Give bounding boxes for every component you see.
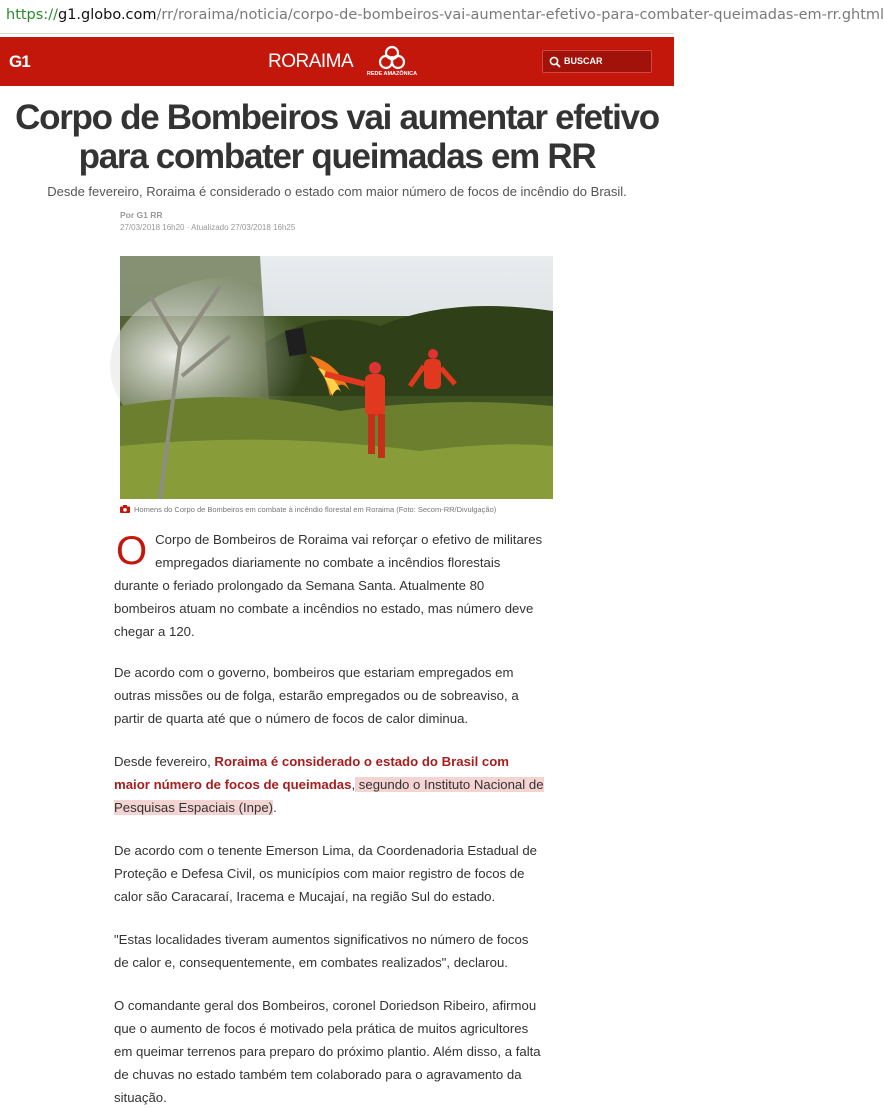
firefighters-photo-image [120,256,553,499]
paragraph-5: "Estas localidades tiveram aumentos significativos no número de focos de calor e, consequentemente, em combates realizados", declarou. [114,932,529,970]
paragraph-3 [114,750,546,819]
partner-label: REDE AMAZÔNICA [366,71,418,77]
article-subtitle: Desde fevereiro, Roraima é considerado o estado com maior número de focos de incêndio do Brasil. [47,184,627,199]
paragraph-1-rest: durante o feriado prolongado da Semana Santa. Atualmente 80 bombeiros atuam no combate a incêndios no estado, mas número deve chegar a 120. [114,578,534,639]
caption-text: Homens do Corpo de Bombeiros em combate à incêndio florestal em Roraima (Foto: Secom-RR/Divulgação) [134,505,497,514]
paragraph-1 [114,528,546,643]
url-text[interactable] [6,7,884,23]
article-dates: 27/03/2018 16h20 · Atualizado 27/03/2018 16h25 [120,223,296,232]
inline-article-link[interactable]: Roraima é considerado o estado do Brasil com maior número de focos de queimadas [114,754,510,792]
paragraph-3-end: . [273,800,277,815]
search-icon [549,56,561,68]
paragraph-3-start: Desde fevereiro, [114,754,215,769]
paragraph-1-line-2: empregados diariamente no combate a incêndios florestais [155,555,501,570]
search-label: BUSCAR [564,56,603,66]
drop-cap: O [116,529,148,573]
url-scheme: https:// [6,7,58,23]
camera-icon [120,505,130,513]
article-byline: Por G1 RR [120,210,163,220]
paragraph-3-comma: , [351,777,356,792]
site-header [0,37,674,86]
article-photo[interactable] [120,256,553,499]
search-button[interactable] [542,50,652,73]
paragraph-6: O comandante geral dos Bombeiros, coronel Doriedson Ribeiro, afirmou que o aumento de focos é motivado pela prática de muitos agricultores em queimar terrenos para preparo do próximo plantio. Além disso, a falta de chuvas no estado também tem colaborado para o agravamento da situação. [114,998,541,1105]
highlighted-text: segundo o Instituto Nacional de Pesquisas Espaciais (Inpe) [114,777,544,815]
browser-address-bar[interactable] [0,0,884,34]
paragraph-1-line-1: Corpo de Bombeiros de Roraima vai reforçar o efetivo de militares [155,532,543,547]
article-title: Corpo de Bombeiros vai aumentar efetivo para combater queimadas em RR [15,98,659,176]
photo-caption [120,505,496,514]
url-host: g1.globo.com [57,7,157,23]
rede-amazonica-logo-icon[interactable] [364,43,420,83]
paragraph-4: De acordo com o tenente Emerson Lima, da Coordenadoria Estadual de Proteção e Defesa Civil, os municípios com maior registro de focos de calor são Caracaraí, Iracema e Mucajaí, na região Sul do estado. [114,843,537,904]
paragraph-2: De acordo com o governo, bombeiros que estariam empregados em outras missões ou de folga, estarão empregados ou de sobreaviso, a partir de quarta até que o número de focos de calor diminua. [114,665,519,726]
url-path: /rr/roraima/noticia/corpo-de-bombeiros-vai-aumentar-efetivo-para-combater-queimadas-em-rr.ghtml [156,7,884,23]
g1-logo[interactable]: G1 [9,52,30,71]
region-title[interactable]: RORAIMA [268,51,354,72]
